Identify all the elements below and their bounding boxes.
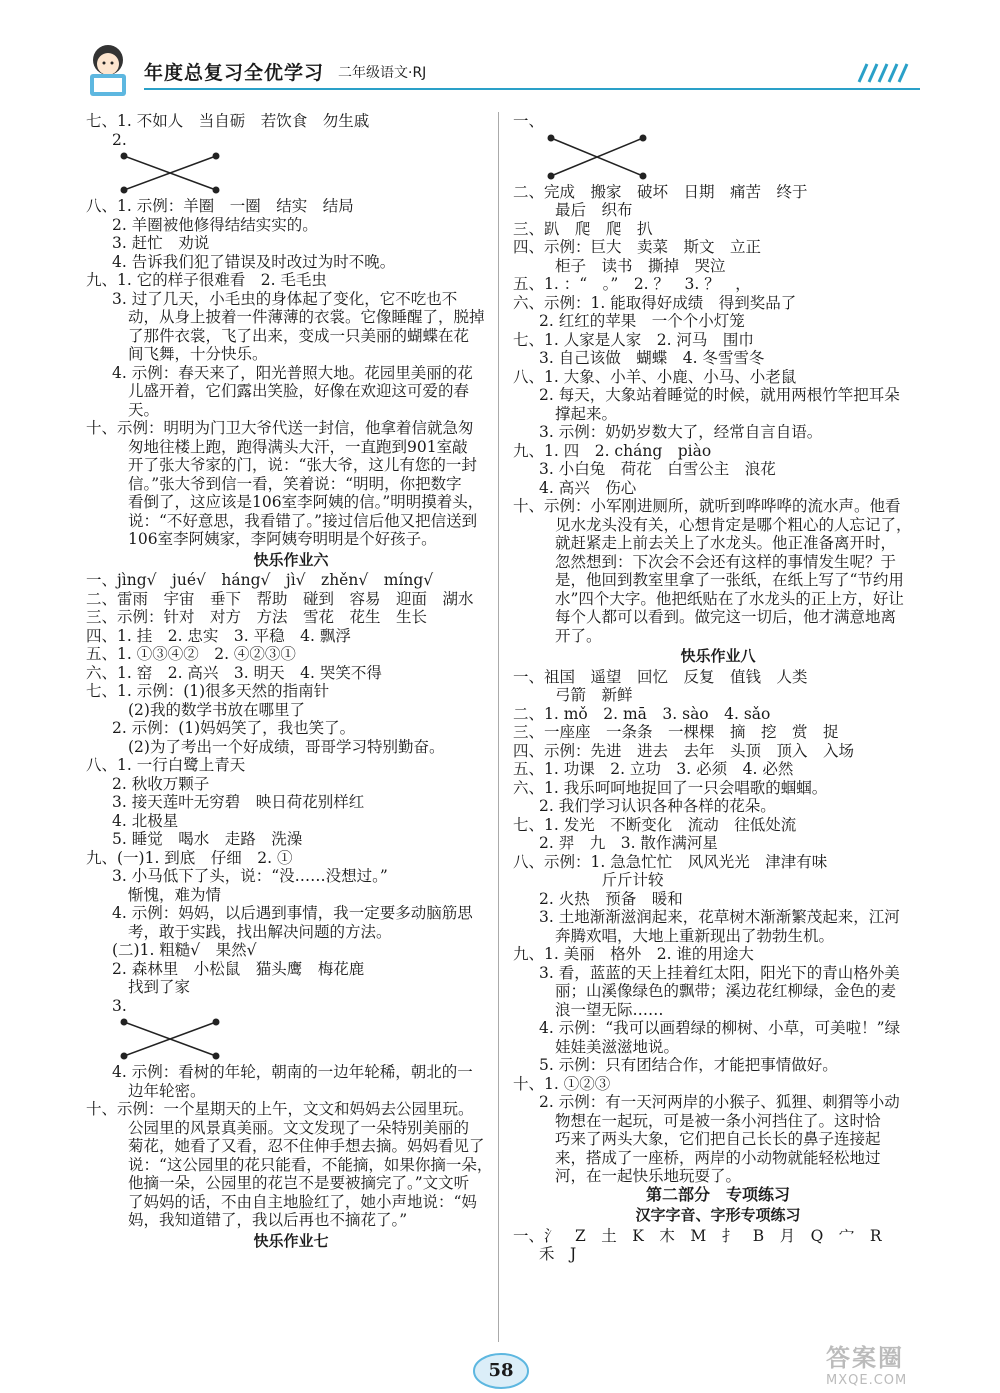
answer-line: 106室李阿姨家，李阿姨夸明明是个好孩子。 (128, 530, 437, 548)
answer-line: 惭愧，难为情 (128, 885, 222, 904)
section-heading: 快乐作业六 (253, 550, 329, 569)
answer-line: 间飞舞，十分快乐。 (128, 345, 268, 363)
page-number (472, 1352, 530, 1390)
answer-line: 七、1. 发光 不断变化 流动 往低处流 (513, 815, 797, 834)
answer-line: 十、示例：一个星期天的上午，文文和妈妈去公园里玩。 (86, 1100, 474, 1118)
watermark-url: MXQE.COM (826, 1373, 908, 1388)
answer-line: 2. (112, 130, 127, 149)
answer-line: 3. (112, 996, 127, 1015)
answer-line: 八、1. 示例：羊圈 一圈 结实 结局 (86, 197, 354, 215)
answer-line: 一、 (513, 112, 545, 130)
answer-line: 天。 (128, 400, 160, 419)
answer-line: 公园里的风景真美丽。文文发现了一朵特别美丽的 (128, 1118, 470, 1137)
section-heading: 第二部分 专项练习 (645, 1184, 790, 1204)
answer-line: 就赶紧走上前去关上了水龙头。他正准备离开时， (555, 534, 897, 552)
answer-line: 2. 我们学习认识各种各样的花朵。 (539, 797, 776, 815)
answer-line: 四、示例：先进 进去 去年 头顶 顶入 入场 (513, 741, 855, 760)
answer-line: 一、jìng√ jué√ háng√ jì√ zhěn√ míng√ (86, 571, 434, 589)
answer-line: 开了。 (555, 626, 602, 645)
answer-line: 开了张大爷家的门，说：“张大爷，这儿有您的一封 (128, 456, 477, 474)
answer-line: 十、1. ①②③ (513, 1074, 611, 1093)
answer-line: 了那件衣裳，飞了出来，变成一只美丽的蝴蝶在花 (128, 326, 470, 345)
answer-line: 5. 示例：只有团结合作，才能把事情做好。 (539, 1056, 838, 1074)
answer-line: 弓箭 新鲜 (555, 686, 633, 704)
answer-line: 了妈妈的话，不由自主地脸红了，她小声地说：“妈 (128, 1192, 477, 1211)
answer-line: 十、示例：小军刚进厕所，就听到哗哗哗的流水声。他看 (513, 497, 901, 515)
matching-lines-diagram (116, 1017, 226, 1061)
answer-line: 2. 羊圈被他修得结结实实的。 (112, 215, 318, 234)
answer-line: 二、1. mǒ 2. mā 3. sào 4. sǎo (513, 704, 771, 723)
answer-line: 九、1. 美丽 格外 2. 谁的用途大 (513, 945, 754, 963)
answer-line: 考，敢于实践，找出解决问题的方法。 (128, 922, 392, 941)
answer-line: 3. 小马低下了头，说：“没……没想过。” (112, 867, 388, 885)
answer-line: 最后 织布 (555, 201, 633, 219)
answer-line: 七、1. 人家是人家 2. 河马 围巾 (513, 330, 754, 349)
answer-line: 四、1. 挂 2. 忠实 3. 平稳 4. 飘浮 (86, 626, 351, 645)
answer-line: 儿盛开着，它们露出笑脸，好像在欢迎这可爱的春 (128, 382, 470, 400)
answer-line: 3. 过了几天，小毛虫的身体起了变化，它不吃也不 (112, 289, 458, 308)
answer-line: 娃娃美滋滋地说。 (555, 1037, 680, 1056)
answer-line: 五、1. 功课 2. 立功 3. 必须 4. 必然 (513, 760, 794, 778)
answer-line: 六、示例：1. 能取得好成绩 得到奖品了 (513, 293, 797, 312)
left-column (86, 112, 496, 1252)
answer-line: 4. 高兴 伤心 (539, 478, 637, 497)
answer-line: 2. 红红的苹果 一个个小灯笼 (539, 312, 745, 330)
answer-line: 说：“不好意思，我看错了。”接过信后他又把信送到 (128, 511, 478, 530)
answer-line: 七、1. 示例：(1)很多天然的指南针 (86, 682, 330, 700)
answer-line: 物想在一起玩，可是被一条小河挡住了。这时恰 (555, 1111, 881, 1130)
matching-dot (213, 1053, 220, 1060)
answer-line: 见水龙头没有关，心想肯定是哪个粗心的人忘记了， (555, 515, 912, 534)
answer-line: 撑起来。 (555, 404, 618, 423)
answer-line: 来，搭成了一座桥，两岸的小动物就能轻松地过 (555, 1148, 881, 1167)
matching-dot (213, 153, 220, 160)
answer-line: 一、祖国 遥望 回忆 反复 值钱 人类 (513, 667, 808, 686)
matching-lines-diagram (116, 151, 226, 195)
page-number-text: 58 (488, 1360, 514, 1381)
matching-dot (213, 1019, 220, 1026)
stripe-decoration-icon (855, 62, 915, 84)
answer-line: 五、1. ：“ 。” 2. ？ 3. ？ ， (513, 275, 751, 293)
answer-line: 信。”张大爷到信一看，笑着说：“明明，你把数字 (128, 474, 462, 493)
answer-line: 八、1. 大象、小羊、小鹿、小马、小老鼠 (513, 367, 797, 386)
answer-line: 一、氵 Z 土 K 木 M 扌 B 月 Q 宀 R (513, 1226, 882, 1245)
answer-line: 丽；山溪像绿色的飘带；溪边花红柳绿，金色的麦 (555, 982, 897, 1000)
answer-line: 六、1. 我乐呵呵地捉回了一只会唱歌的蝈蝈。 (513, 778, 828, 797)
answer-line: 2. 羿 九 3. 散作满河星 (539, 834, 718, 852)
matching-dot (121, 1019, 128, 1026)
watermark (826, 1338, 976, 1386)
answer-line: 巧来了两头大象，它们把自己长长的鼻子连接起 (555, 1130, 881, 1148)
watermark-title: 答案圈 (826, 1344, 904, 1372)
answer-line: 河，在一起快乐地玩耍了。 (555, 1167, 742, 1185)
grade-label: 二年级语文·RJ (338, 65, 427, 81)
answer-line: (二)1. 粗糙√ 果然√ (112, 941, 257, 959)
brand-title: 年度总复习全优学习 (144, 62, 325, 84)
matching-dot (121, 153, 128, 160)
answer-line: 2. 示例：有一天河两岸的小猴子、狐狸、刺猬等小动 (539, 1093, 900, 1111)
page-header (80, 40, 920, 100)
answer-line: 三、趴 爬 爬 扒 (513, 219, 653, 238)
answer-line: 九、1. 四 2. cháng piào (513, 441, 712, 460)
answer-line: 3. 接天莲叶无穷碧 映日荷花别样红 (112, 793, 365, 811)
answer-line: 3. 小白兔 荷花 白雪公主 浪花 (539, 460, 776, 478)
answer-line: 八、1. 一行白鹭上青天 (86, 756, 246, 774)
answer-line: 2. 森林里 小松鼠 猫头鹰 梅花鹿 (112, 959, 365, 978)
answer-line: 4. 告诉我们犯了错误及时改过为时不晚。 (112, 252, 396, 271)
answer-line: 说：“这公园里的花只能看，不能摘，如果你摘一朵， (128, 1155, 493, 1174)
answer-line: 4. 示例：看树的年轮，朝南的一边年轮稀，朝北的一 (112, 1063, 473, 1081)
answer-line: 3. 看，蓝蓝的天上挂着红太阳，阳光下的青山格外美 (539, 963, 900, 982)
answer-line: 4. 示例：“我可以画碧绿的柳树、小草，可美啦！”绿 (539, 1019, 901, 1037)
matching-dot (548, 134, 555, 141)
answer-line: 五、1. ①③④② 2. ④②③① (86, 645, 296, 663)
answer-line: 二、完成 搬家 破坏 日期 痛苦 终于 (513, 182, 808, 201)
answer-line: 4. 北极星 (112, 811, 179, 830)
section-heading: 快乐作业八 (680, 647, 756, 665)
answer-line: 十、示例：明明为门卫大爷代送一封信，他拿着信就急匆 (86, 419, 474, 437)
answer-line: 每个人都可以看到。做完这一切后，他才满意地离 (555, 608, 897, 626)
answer-line: 九、(一)1. 到底 仔细 2. ① (86, 848, 293, 867)
answer-line: 三、示例：针对 对方 方法 雪花 花生 生长 (86, 608, 428, 626)
answer-line: 四、示例：巨大 卖菜 斯文 立正 (513, 238, 762, 256)
section-heading: 快乐作业七 (253, 1231, 329, 1250)
answer-line: 3. 赶忙 劝说 (112, 234, 210, 252)
answer-line: 边年轮密。 (128, 1081, 206, 1100)
answer-line: (2)我的数学书放在哪里了 (128, 700, 305, 719)
matching-lines-diagram (543, 133, 653, 181)
answer-line: 禾 J (539, 1245, 577, 1263)
answer-line: 二、雷雨 宇宙 垂下 帮助 碰到 容易 迎面 湖水 (86, 589, 474, 608)
answer-line: 八、示例：1. 急急忙忙 风风光光 津津有味 (513, 852, 828, 871)
column-divider (498, 112, 499, 1342)
answer-line: 七、1. 不如人 当自砺 若饮食 勿生戚 (86, 112, 370, 130)
header-rule (144, 88, 920, 90)
answer-line: 妈，我知道错了，我以后再也不摘花了。” (128, 1211, 408, 1229)
answer-line: 4. 示例：妈妈，以后遇到事情，我一定要多动脑筋思 (112, 904, 473, 922)
answer-line: 他摘一朵，公园里的花岂不是要被摘完了。”文文听 (128, 1174, 470, 1192)
answer-line: 2. 秋收万颗子 (112, 774, 210, 793)
answer-line: 找到了家 (128, 978, 191, 996)
answer-line: 匆地往楼上跑，跑得满头大汗，一直跑到901室敲 (128, 437, 468, 456)
answer-line: 2. 示例：(1)妈妈笑了，我也笑了。 (112, 719, 356, 737)
answer-line: 菊花，她看了又看，忍不住伸手想去摘。妈妈看见了 (128, 1137, 485, 1155)
reading-girl-icon (80, 40, 138, 100)
matching-dot (640, 172, 647, 179)
answer-line: 5. 睡觉 喝水 走路 洗澡 (112, 830, 303, 848)
matching-dot (121, 187, 128, 194)
answer-line: 忽然想到：下次会不会还有这样的事情发生呢？于 (555, 552, 897, 571)
answer-line: 是，他回到教室里拿了一张纸，在纸上写了“节约用 (555, 571, 904, 589)
matching-dot (640, 134, 647, 141)
matching-dot (213, 187, 220, 194)
answer-line: 2. 火热 预备 暖和 (539, 889, 683, 908)
answer-line: 4. 示例：春天来了，阳光普照大地。花园里美丽的花 (112, 363, 473, 382)
answer-line: 2. 每天，大象站着睡觉的时候，就用两根竹竿把耳朵 (539, 386, 900, 404)
matching-dot (548, 172, 555, 179)
answer-line: (2)为了考出一个好成绩，哥哥学习特别勤奋。 (128, 737, 445, 756)
answer-line: 浪一望无际…… (555, 1000, 664, 1019)
answer-line: 水”四个大字。他把纸贴在了水龙头的正上方，好让 (555, 589, 904, 608)
answer-line: 3. 土地渐渐滋润起来，花草树木渐渐繁茂起来，江河 (539, 908, 900, 926)
answer-line: 看倒了，这应该是106室李阿姨的信。”明明摸着头， (128, 493, 484, 511)
answer-line: 九、1. 它的样子很难看 2. 毛毛虫 (86, 271, 327, 289)
section-heading: 汉字字音、字形专项练习 (635, 1206, 801, 1224)
answer-line: 六、1. 窑 2. 高兴 3. 明天 4. 哭笑不得 (86, 663, 382, 682)
answer-line: 奔腾欢唱，大地上重新现出了勃勃生机。 (555, 926, 835, 945)
answer-line: 三、一座座 一条条 一棵棵 摘 挖 赏 捉 (513, 723, 839, 741)
right-column (513, 112, 923, 1264)
answer-line: 柜子 读书 撕掉 哭泣 (555, 256, 726, 275)
answer-line: 3. 自己该做 蝴蝶 4. 冬雪雪冬 (539, 349, 765, 367)
answer-line: 斤斤计较 (555, 871, 664, 889)
matching-dot (121, 1053, 128, 1060)
answer-line: 动，从身上披着一件薄薄的衣裳。它像睡醒了，脱掉 (128, 308, 485, 326)
answer-line: 3. 示例：奶奶岁数大了，经常自言自语。 (539, 423, 823, 441)
